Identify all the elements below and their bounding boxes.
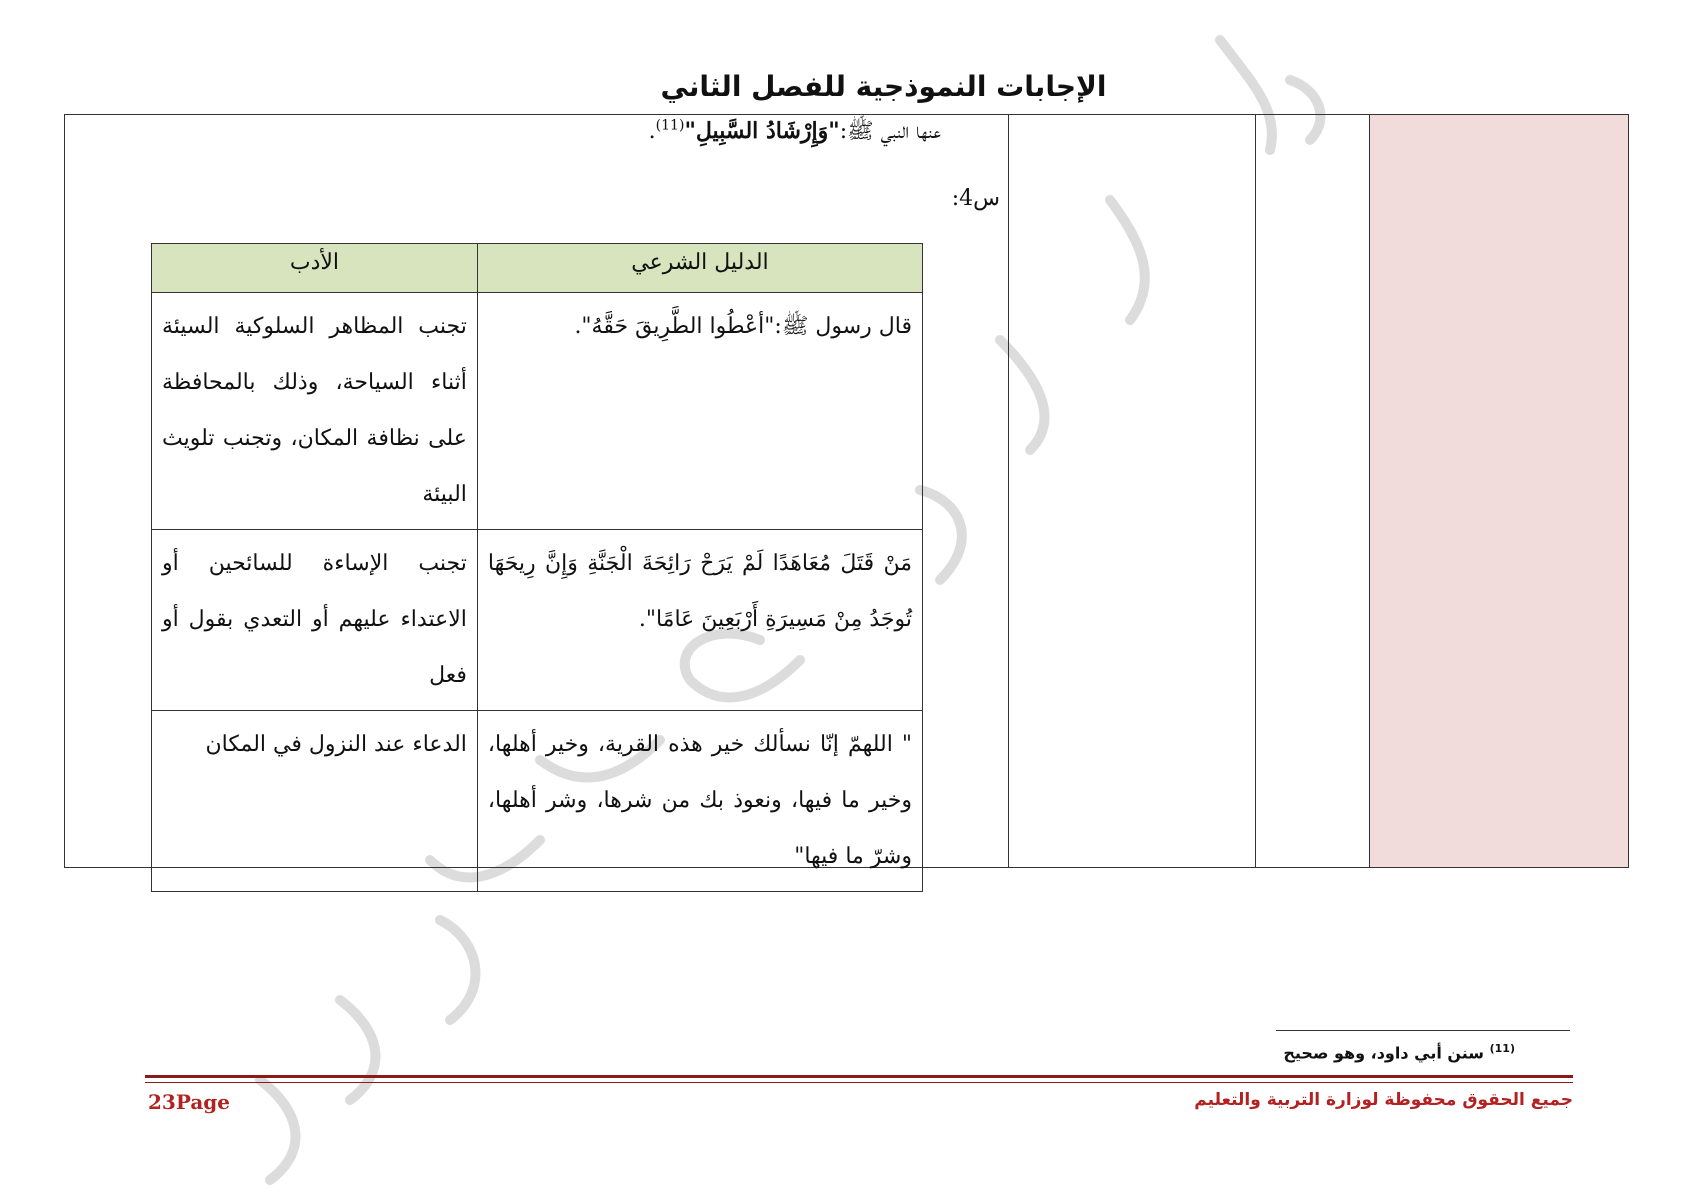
intro-quote: "وَإِرْشَادُ السَّبِيلِ" (684, 118, 840, 144)
footnote-number: (11) (1489, 1042, 1515, 1055)
evidence-adab-table (151, 243, 923, 892)
footnote-text: سنن أبي داود، وهو صحيح (1283, 1043, 1485, 1063)
column-divider (1008, 115, 1009, 867)
table-row (152, 711, 923, 892)
header-adab: الأدب (152, 244, 478, 293)
intro-suffix: . (648, 119, 656, 144)
evidence-cell: قال رسول ﷺ:"أعْطُوا الطَّرِيقَ حَقَّهُ". (477, 293, 922, 530)
column-divider (1255, 115, 1256, 867)
page-title: الإجابات النموذجية للفصل الثاني (660, 70, 1107, 103)
footnote-reference[interactable]: (11) (655, 117, 685, 134)
intro-prefix: عنها النبي ﷺ: (839, 119, 941, 144)
intro-hadith-line (649, 117, 941, 149)
page-number: 23Page (148, 1090, 231, 1114)
table-header-row (152, 244, 923, 293)
evidence-cell: مَنْ قَتَلَ مُعَاهَدًا لَمْ يَرَحْ رَائِحَةَ الْجَنَّةِ وَإِنَّ رِيحَهَا تُوجَدُ مِنْ مَسِيرَةِ أَرْبَعِينَ عَامًا". (477, 530, 922, 711)
footer-rule (145, 1082, 1573, 1083)
footer-rule (145, 1075, 1573, 1078)
header-evidence: الدليل الشرعي (477, 244, 922, 293)
evidence-cell: " اللهمّ إنّا نسألك خير هذه القرية، وخير أهلها، وخير ما فيها، ونعوذ بك من شرها، وشر أهلها، وشرّ ما فيها" (477, 711, 922, 892)
table-row (152, 293, 923, 530)
highlight-column (1369, 115, 1628, 867)
copyright-notice: جميع الحقوق محفوظة لوزارة التربية والتعليم (1194, 1090, 1573, 1110)
footnote (1283, 1042, 1515, 1062)
table-row (152, 530, 923, 711)
adab-cell: الدعاء عند النزول في المكان (152, 711, 478, 892)
adab-cell: تجنب المظاهر السلوكية السيئة أثناء السياحة، وذلك بالمحافظة على نظافة المكان، وتجنب تلويث البيئة (152, 293, 478, 530)
column-divider (1369, 115, 1370, 867)
adab-cell: تجنب الإساءة للسائحين أو الاعتداء عليهم أو التعدي بقول أو فعل (152, 530, 478, 711)
footnote-separator (1276, 1030, 1570, 1031)
question-label: س4: (951, 186, 1000, 211)
